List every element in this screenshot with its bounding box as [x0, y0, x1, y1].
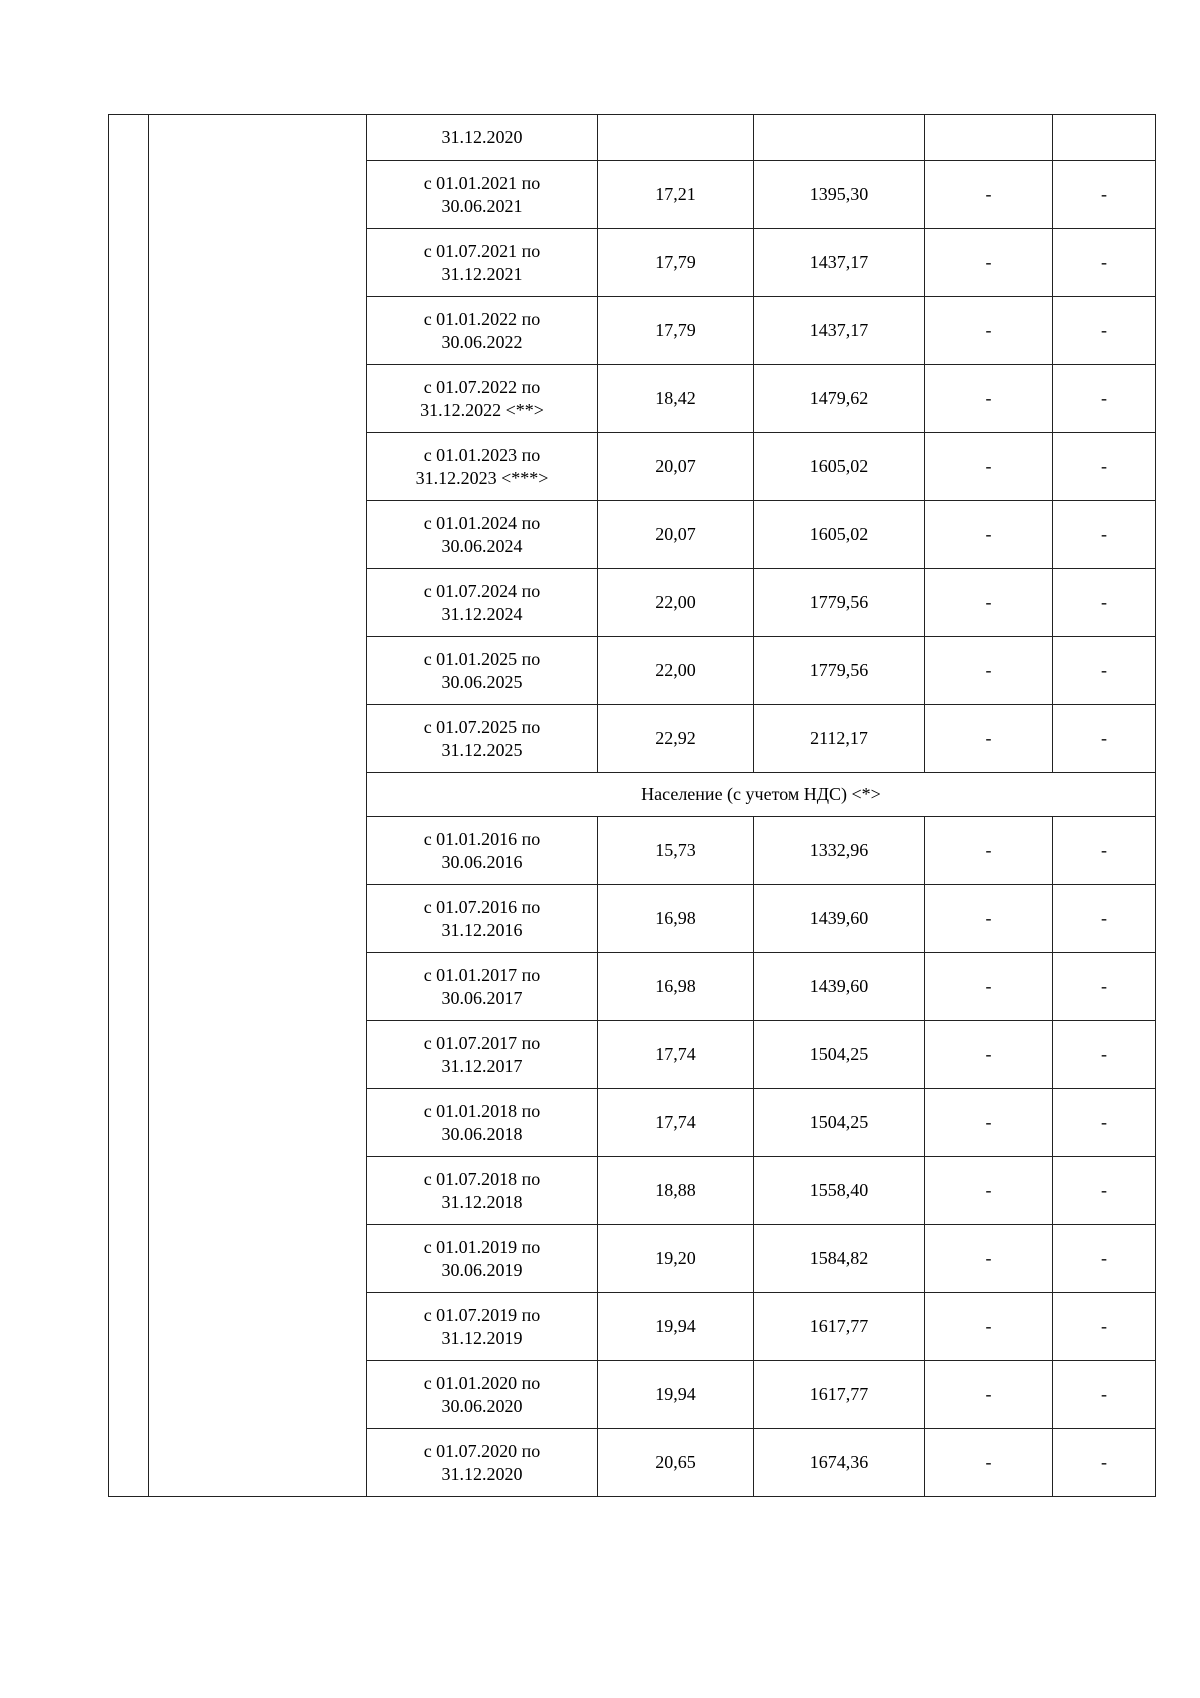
period-cell	[367, 1293, 598, 1361]
period-cell	[367, 1089, 598, 1157]
value-cell: 22,00	[598, 569, 754, 637]
period-end: 30.06.2019	[441, 1259, 523, 1280]
value-cell: -	[925, 705, 1053, 773]
value-cell: -	[925, 637, 1053, 705]
value-cell: -	[925, 1225, 1053, 1293]
value-cell: -	[1053, 1429, 1156, 1497]
period-cell	[367, 637, 598, 705]
period-end: 30.06.2021	[441, 195, 523, 216]
value-cell: 1584,82	[754, 1225, 925, 1293]
value-cell: -	[925, 229, 1053, 297]
value-cell: -	[1053, 501, 1156, 569]
period-end: 30.06.2017	[441, 987, 523, 1008]
value-cell: -	[1053, 365, 1156, 433]
period-cell	[367, 705, 598, 773]
period-cell	[367, 1225, 598, 1293]
value-cell: -	[1053, 229, 1156, 297]
value-cell: 1779,56	[754, 569, 925, 637]
value-cell: 16,98	[598, 953, 754, 1021]
value-cell: 1437,17	[754, 297, 925, 365]
value-cell: 1617,77	[754, 1361, 925, 1429]
period-start: с 01.01.2024 по	[423, 512, 541, 533]
value-cell: 1558,40	[754, 1157, 925, 1225]
value-cell: -	[1053, 161, 1156, 229]
value-cell: -	[925, 953, 1053, 1021]
value-cell: 1779,56	[754, 637, 925, 705]
period-cell	[367, 1361, 598, 1429]
index-cell	[109, 115, 149, 1497]
period-cell	[367, 297, 598, 365]
period-start: с 01.01.2020 по	[423, 1372, 541, 1393]
period-start: с 01.01.2018 по	[423, 1100, 541, 1121]
value-cell: -	[1053, 433, 1156, 501]
section-title: Население (с учетом НДС) <*>	[367, 773, 1156, 817]
period-end: 31.12.2024	[441, 603, 523, 624]
period-end: 31.12.2020	[441, 1463, 523, 1484]
period-cell	[367, 1157, 598, 1225]
value-cell: -	[1053, 1361, 1156, 1429]
value-cell: 19,94	[598, 1293, 754, 1361]
period-cell	[367, 161, 598, 229]
period-start: с 01.07.2025 по	[423, 716, 541, 737]
value-cell: -	[925, 1361, 1053, 1429]
value-cell: -	[1053, 885, 1156, 953]
value-cell: 18,42	[598, 365, 754, 433]
value-cell: 1504,25	[754, 1021, 925, 1089]
value-cell	[598, 115, 754, 161]
period-start: с 01.01.2022 по	[423, 308, 541, 329]
value-cell: -	[1053, 297, 1156, 365]
value-cell: -	[925, 161, 1053, 229]
period-end: 30.06.2018	[441, 1123, 523, 1144]
period-start: с 01.01.2021 по	[423, 172, 541, 193]
period-start: с 01.07.2018 по	[423, 1168, 541, 1189]
period-end: 31.12.2021	[441, 263, 523, 284]
value-cell: 17,74	[598, 1021, 754, 1089]
tariff-table	[108, 114, 1156, 1497]
value-cell: -	[1053, 637, 1156, 705]
period-end: 31.12.2016	[441, 919, 523, 940]
value-cell: 22,92	[598, 705, 754, 773]
period-cell	[367, 1021, 598, 1089]
value-cell: -	[1053, 1021, 1156, 1089]
period-cell	[367, 501, 598, 569]
value-cell: 1617,77	[754, 1293, 925, 1361]
period-end: 31.12.2018	[441, 1191, 523, 1212]
value-cell: -	[925, 569, 1053, 637]
period-start: с 01.01.2019 по	[423, 1236, 541, 1257]
name-cell	[149, 115, 367, 1497]
value-cell: -	[925, 1157, 1053, 1225]
value-cell: -	[925, 817, 1053, 885]
period-start: с 01.07.2017 по	[423, 1032, 541, 1053]
value-cell: 1332,96	[754, 817, 925, 885]
period-cell	[367, 569, 598, 637]
value-cell: 17,74	[598, 1089, 754, 1157]
value-cell: 18,88	[598, 1157, 754, 1225]
value-cell: 2112,17	[754, 705, 925, 773]
period-cell	[367, 817, 598, 885]
value-cell: 1439,60	[754, 953, 925, 1021]
value-cell: -	[925, 297, 1053, 365]
value-cell	[925, 115, 1053, 161]
period-end: 31.12.2022 <**>	[420, 399, 544, 420]
value-cell: 20,07	[598, 501, 754, 569]
table-row	[109, 115, 1156, 161]
value-cell: 22,00	[598, 637, 754, 705]
period-end: 31.12.2017	[441, 1055, 523, 1076]
value-cell: 1605,02	[754, 501, 925, 569]
period-start: с 01.01.2023 по	[423, 444, 541, 465]
period-start: с 01.07.2021 по	[423, 240, 541, 261]
value-cell: -	[925, 1293, 1053, 1361]
value-cell: -	[925, 1021, 1053, 1089]
period-end: 30.06.2016	[441, 851, 523, 872]
value-cell: -	[1053, 817, 1156, 885]
value-cell: 1605,02	[754, 433, 925, 501]
value-cell: 20,07	[598, 433, 754, 501]
value-cell: -	[925, 501, 1053, 569]
period-end: 30.06.2024	[441, 535, 523, 556]
period-start: с 01.07.2016 по	[423, 896, 541, 917]
period-start: с 01.07.2024 по	[423, 580, 541, 601]
period-start: с 01.01.2025 по	[423, 648, 541, 669]
period-start: с 01.07.2020 по	[423, 1440, 541, 1461]
value-cell: 1439,60	[754, 885, 925, 953]
value-cell: -	[1053, 705, 1156, 773]
value-cell: 1504,25	[754, 1089, 925, 1157]
value-cell: -	[1053, 953, 1156, 1021]
period-cell	[367, 365, 598, 433]
value-cell: 1674,36	[754, 1429, 925, 1497]
value-cell: -	[925, 433, 1053, 501]
value-cell: -	[1053, 1157, 1156, 1225]
period-cell	[367, 885, 598, 953]
value-cell: 1437,17	[754, 229, 925, 297]
value-cell: -	[1053, 569, 1156, 637]
period-end: 31.12.2019	[441, 1327, 523, 1348]
value-cell: 17,79	[598, 297, 754, 365]
period-cell	[367, 1429, 598, 1497]
period-start: с 01.01.2017 по	[423, 964, 541, 985]
period-cell	[367, 229, 598, 297]
value-cell: -	[925, 885, 1053, 953]
period-cell: 31.12.2020	[367, 115, 598, 161]
period-end: 31.12.2023 <***>	[415, 467, 549, 488]
value-cell	[754, 115, 925, 161]
period-start: с 01.01.2016 по	[423, 828, 541, 849]
value-cell: 17,79	[598, 229, 754, 297]
period-end: 30.06.2020	[441, 1395, 523, 1416]
value-cell: 1395,30	[754, 161, 925, 229]
value-cell: -	[925, 1429, 1053, 1497]
value-cell	[1053, 115, 1156, 161]
period-cell	[367, 953, 598, 1021]
tariff-table-body	[109, 115, 1156, 1497]
period-end: 30.06.2022	[441, 331, 523, 352]
value-cell: 17,21	[598, 161, 754, 229]
period-end: 30.06.2025	[441, 671, 523, 692]
value-cell: 15,73	[598, 817, 754, 885]
value-cell: -	[1053, 1293, 1156, 1361]
value-cell: -	[925, 1089, 1053, 1157]
period-start: с 01.07.2022 по	[423, 376, 541, 397]
value-cell: 16,98	[598, 885, 754, 953]
period-start: с 01.07.2019 по	[423, 1304, 541, 1325]
period-end: 31.12.2025	[441, 739, 523, 760]
value-cell: 20,65	[598, 1429, 754, 1497]
value-cell: 19,20	[598, 1225, 754, 1293]
value-cell: -	[1053, 1089, 1156, 1157]
period-cell	[367, 433, 598, 501]
value-cell: 1479,62	[754, 365, 925, 433]
value-cell: -	[1053, 1225, 1156, 1293]
value-cell: 19,94	[598, 1361, 754, 1429]
value-cell: -	[925, 365, 1053, 433]
